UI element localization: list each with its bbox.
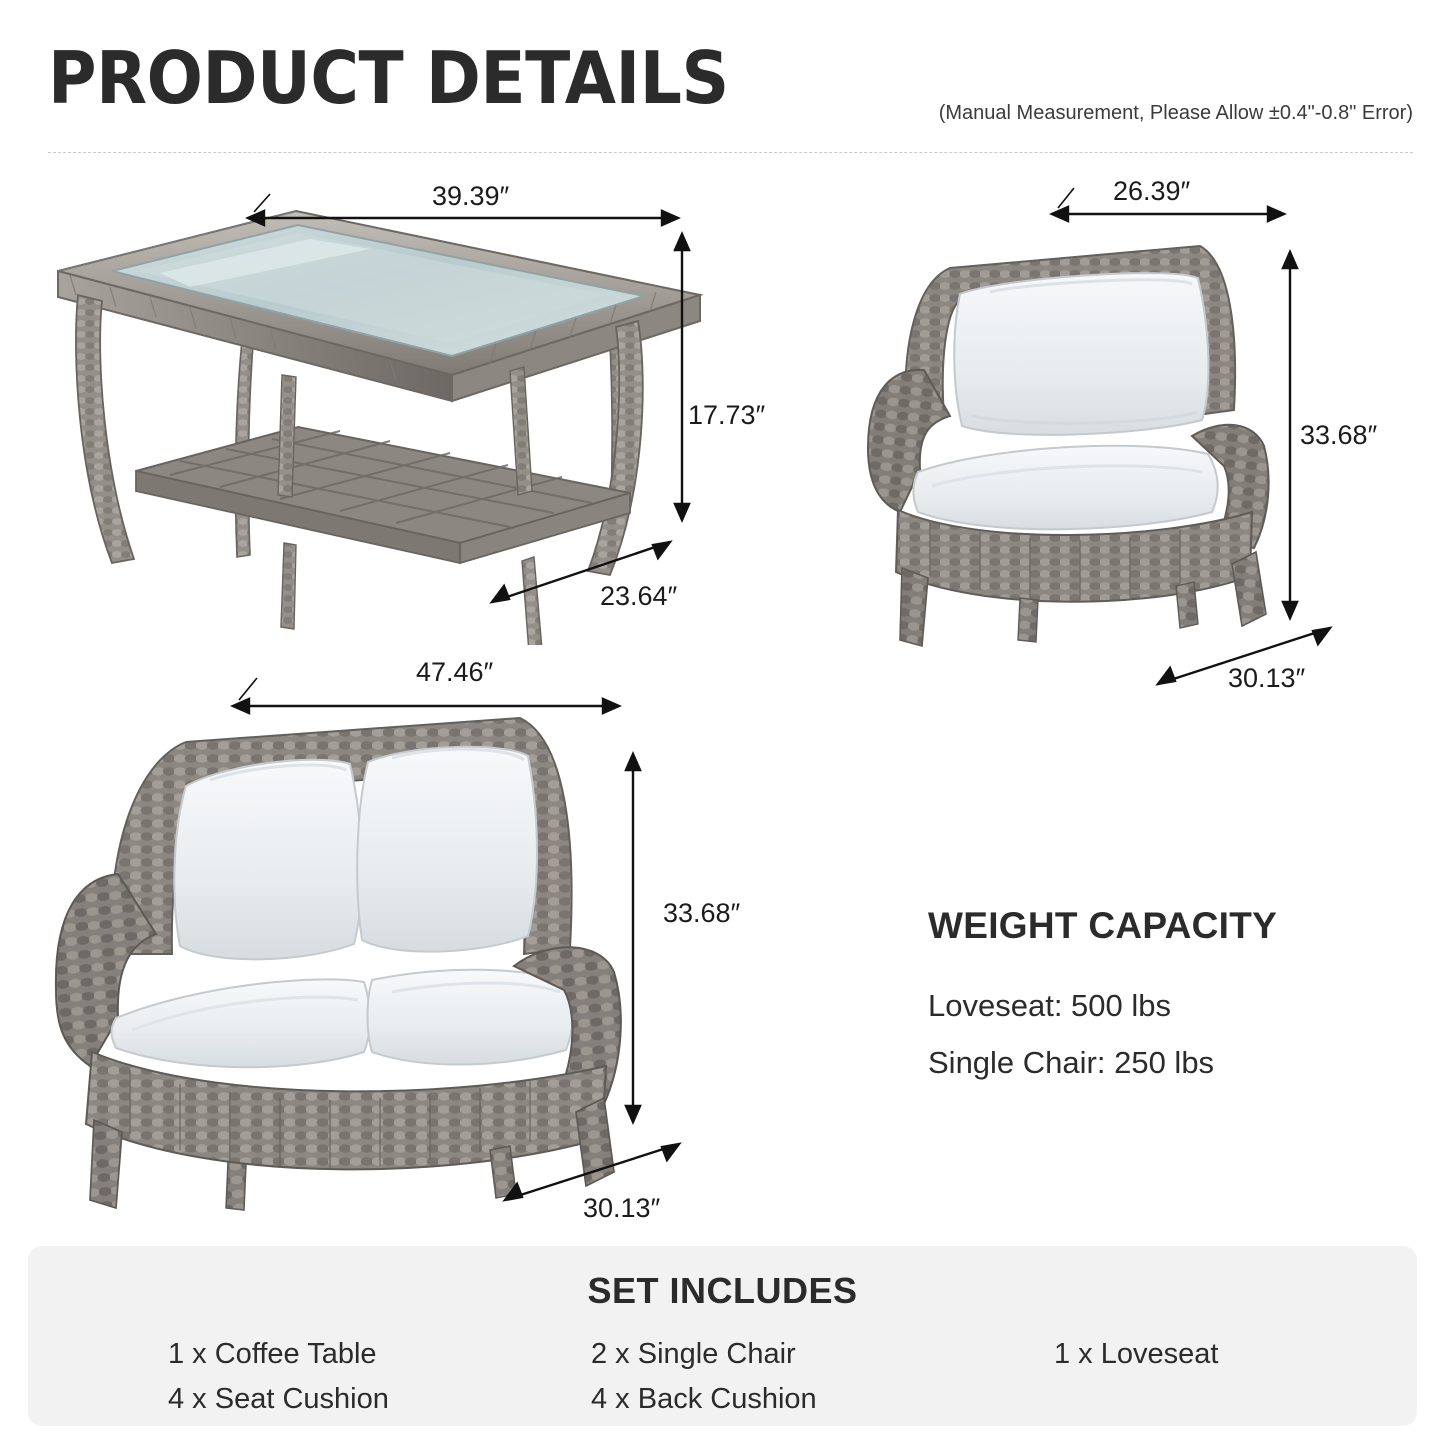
weight-capacity-single-chair: Single Chair: 250 lbs (928, 1045, 1215, 1080)
measurement-note: (Manual Measurement, Please Allow ±0.4"-0.8" Error) (938, 102, 1413, 124)
list-item: 4 x Back Cushion (591, 1383, 817, 1415)
loveseat-height-label: 33.68″ (663, 898, 741, 928)
coffee-table-width-label: 39.39″ (432, 181, 510, 211)
set-includes-grid (28, 1338, 1417, 1416)
coffee-table-height-label: 17.73″ (688, 400, 766, 430)
weight-capacity-loveseat: Loveseat: 500 lbs (928, 988, 1172, 1023)
list-item: 4 x Seat Cushion (168, 1383, 389, 1415)
loveseat-dimension-lines (215, 660, 685, 1230)
single-chair-depth-label: 30.13″ (1228, 663, 1306, 693)
list-item: 1 x Loveseat (1054, 1338, 1219, 1370)
list-item (954, 1383, 1417, 1416)
loveseat-depth-label: 30.13″ (583, 1193, 661, 1223)
weight-capacity-title: WEIGHT CAPACITY (928, 905, 1278, 946)
list-item: 1 x Coffee Table (168, 1338, 377, 1370)
single-chair-height-label: 33.68″ (1300, 420, 1378, 450)
set-includes-title: SET INCLUDES (587, 1270, 858, 1311)
loveseat-width-label: 47.46″ (416, 657, 494, 687)
set-includes-panel (28, 1246, 1417, 1426)
header (48, 36, 1413, 150)
coffee-table-dimension-lines (230, 190, 700, 630)
list-item: 2 x Single Chair (591, 1338, 796, 1370)
coffee-table-depth-label: 23.64″ (600, 581, 678, 611)
page-title: PRODUCT DETAILS (48, 36, 729, 120)
single-chair-width-label: 26.39″ (1113, 176, 1191, 206)
header-divider (48, 152, 1413, 153)
